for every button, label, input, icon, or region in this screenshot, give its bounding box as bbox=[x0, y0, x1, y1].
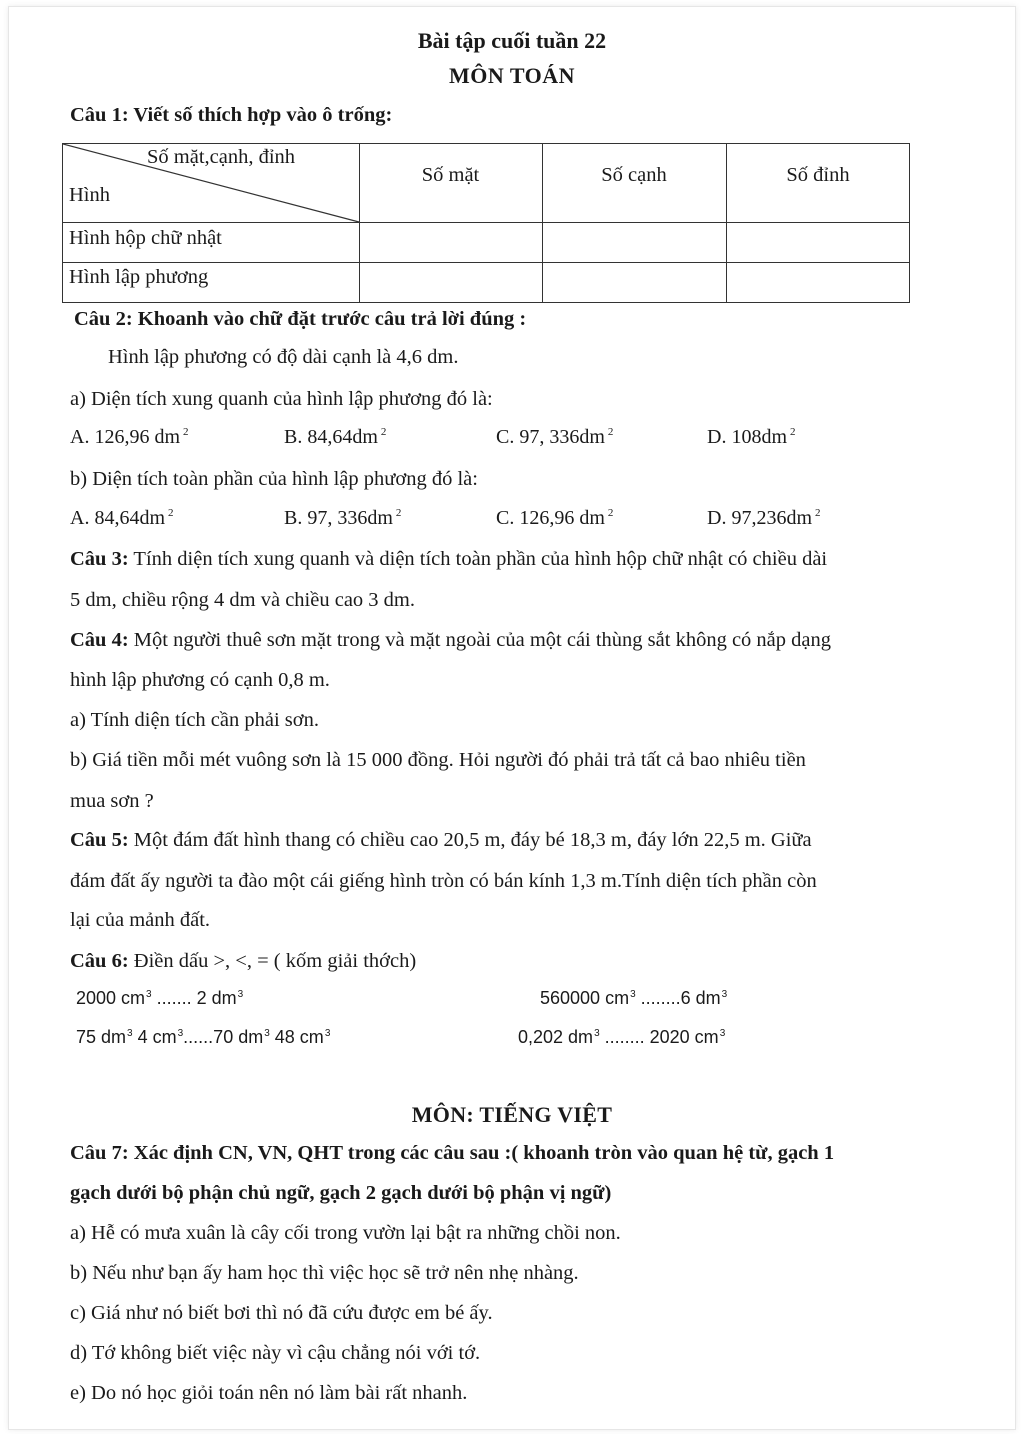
corner-header-top: Số mặt,cạnh, đỉnh bbox=[147, 146, 296, 168]
q4-line2: hình lập phương có cạnh 0,8 m. bbox=[70, 669, 330, 691]
q6-compare-3: 75 $dm^3$ 4 $cm^3......70$ $dm^3$ 48 $cm^3$ bbox=[76, 1027, 331, 1047]
q7-item-a: a) Hễ có mưa xuân là cây cối trong vườn lại bật ra những chồi non. bbox=[70, 1222, 621, 1244]
q6-compare-4: 0,202 $dm^3$ ........ 2020 $cm^3$ bbox=[518, 1027, 726, 1047]
q2a-option-b: B. 84,64dm $^2$ bbox=[284, 426, 387, 448]
worksheet-title: Bài tập cuối tuần 22 bbox=[417, 28, 607, 53]
subject-math: MÔN TOÁN bbox=[448, 63, 576, 88]
corner-header-bottom: Hình bbox=[69, 184, 110, 206]
q2b-option-b: B. 97, 336dm $^2$ bbox=[284, 507, 402, 529]
q7-item-d: d) Tớ không biết việc này vì cậu chẳng nói với tớ. bbox=[70, 1342, 481, 1364]
subject-vietnamese: MÔN: TIẾNG VIỆT bbox=[411, 1102, 613, 1127]
q6-heading: Câu 6: Điền dấu >, <, = ( kốm giải thớch) bbox=[70, 950, 417, 972]
q5-line3: lại của mảnh đất. bbox=[70, 909, 211, 931]
q3-line2: 5 dm, chiều rộng 4 dm và chiều cao 3 dm. bbox=[70, 589, 415, 611]
q2b-option-c: C. 126,96 dm $^2$ bbox=[496, 507, 614, 529]
q1-table bbox=[62, 143, 910, 303]
q4-a: a) Tính diện tích cần phải sơn. bbox=[70, 709, 319, 731]
q2-heading: Câu 2: Khoanh vào chữ đặt trước câu trả lời đúng : bbox=[74, 308, 527, 330]
q7-line2: gạch dưới bộ phận chủ ngữ, gạch 2 gạch dưới bộ phận vị ngữ) bbox=[70, 1182, 612, 1204]
q7-line1: Câu 7: Xác định CN, VN, QHT trong các câu sau :( khoanh tròn vào quan hệ từ, gạch 1 bbox=[70, 1142, 835, 1164]
q4-b1: b) Giá tiền mỗi mét vuông sơn là 15 000 đồng. Hỏi người đó phải trả tất cả bao nhiêu tiền bbox=[70, 749, 806, 771]
q2a-option-a: A. 126,96 dm $^2$ bbox=[70, 426, 189, 448]
q2-intro: Hình lập phương có độ dài cạnh là 4,6 dm. bbox=[108, 346, 459, 368]
q1-label: Câu 1 bbox=[70, 104, 122, 126]
q6-compare-2: 560000 $cm^3$ ........6 $dm^3$ bbox=[540, 988, 728, 1008]
q2a-option-d: D. 108dm $^2$ bbox=[707, 426, 796, 448]
q7-item-b: b) Nếu như bạn ấy ham học thì việc học sẽ trở nên nhẹ nhàng. bbox=[70, 1262, 579, 1284]
q2b-text: b) Diện tích toàn phần của hình lập phương đó là: bbox=[70, 468, 478, 490]
q2a-option-c: C. 97, 336dm $^2$ bbox=[496, 426, 614, 448]
q3-line1: Câu 3: Tính diện tích xung quanh và diện tích toàn phần của hình hộp chữ nhật có chiều dài bbox=[70, 548, 828, 570]
q2a-text: a) Diện tích xung quanh của hình lập phương đó là: bbox=[70, 388, 493, 410]
q2b-option-a: A. 84,64dm $^2$ bbox=[70, 507, 174, 529]
q2b-option-d: D. 97,236dm $^2$ bbox=[707, 507, 821, 529]
row-label-cube: Hình lập phương bbox=[69, 266, 209, 288]
q6-compare-1: 2000 $cm^3$ ....... 2 $dm^3$ bbox=[76, 988, 244, 1008]
col-header-faces: Số mặt bbox=[421, 164, 480, 186]
q5-line2: đám đất ấy người ta đào một cái giếng hình tròn có bán kính 1,3 m.Tính diện tích phần còn bbox=[70, 870, 817, 892]
q7-item-c: c) Giá như nó biết bơi thì nó đã cứu được em bé ấy. bbox=[70, 1302, 493, 1324]
q1-heading bbox=[70, 104, 392, 127]
q4-line1: Câu 4: Một người thuê sơn mặt trong và mặt ngoài của một cái thùng sắt không có nắp dạng bbox=[70, 629, 831, 651]
q7-item-e: e) Do nó học giỏi toán nên nó làm bài rất nhanh. bbox=[70, 1382, 468, 1404]
row-label-cuboid: Hình hộp chữ nhật bbox=[69, 227, 222, 249]
q5-line1: Câu 5: Một đám đất hình thang có chiều cao 20,5 m, đáy bé 18,3 m, đáy lớn 22,5 m. Giữa bbox=[70, 829, 812, 851]
col-header-vertices: Số đỉnh bbox=[786, 164, 850, 186]
col-header-edges: Số cạnh bbox=[601, 164, 667, 186]
q1-text: : Viết số thích hợp vào ô trống: bbox=[121, 104, 393, 126]
q4-b2: mua sơn ? bbox=[70, 790, 154, 812]
